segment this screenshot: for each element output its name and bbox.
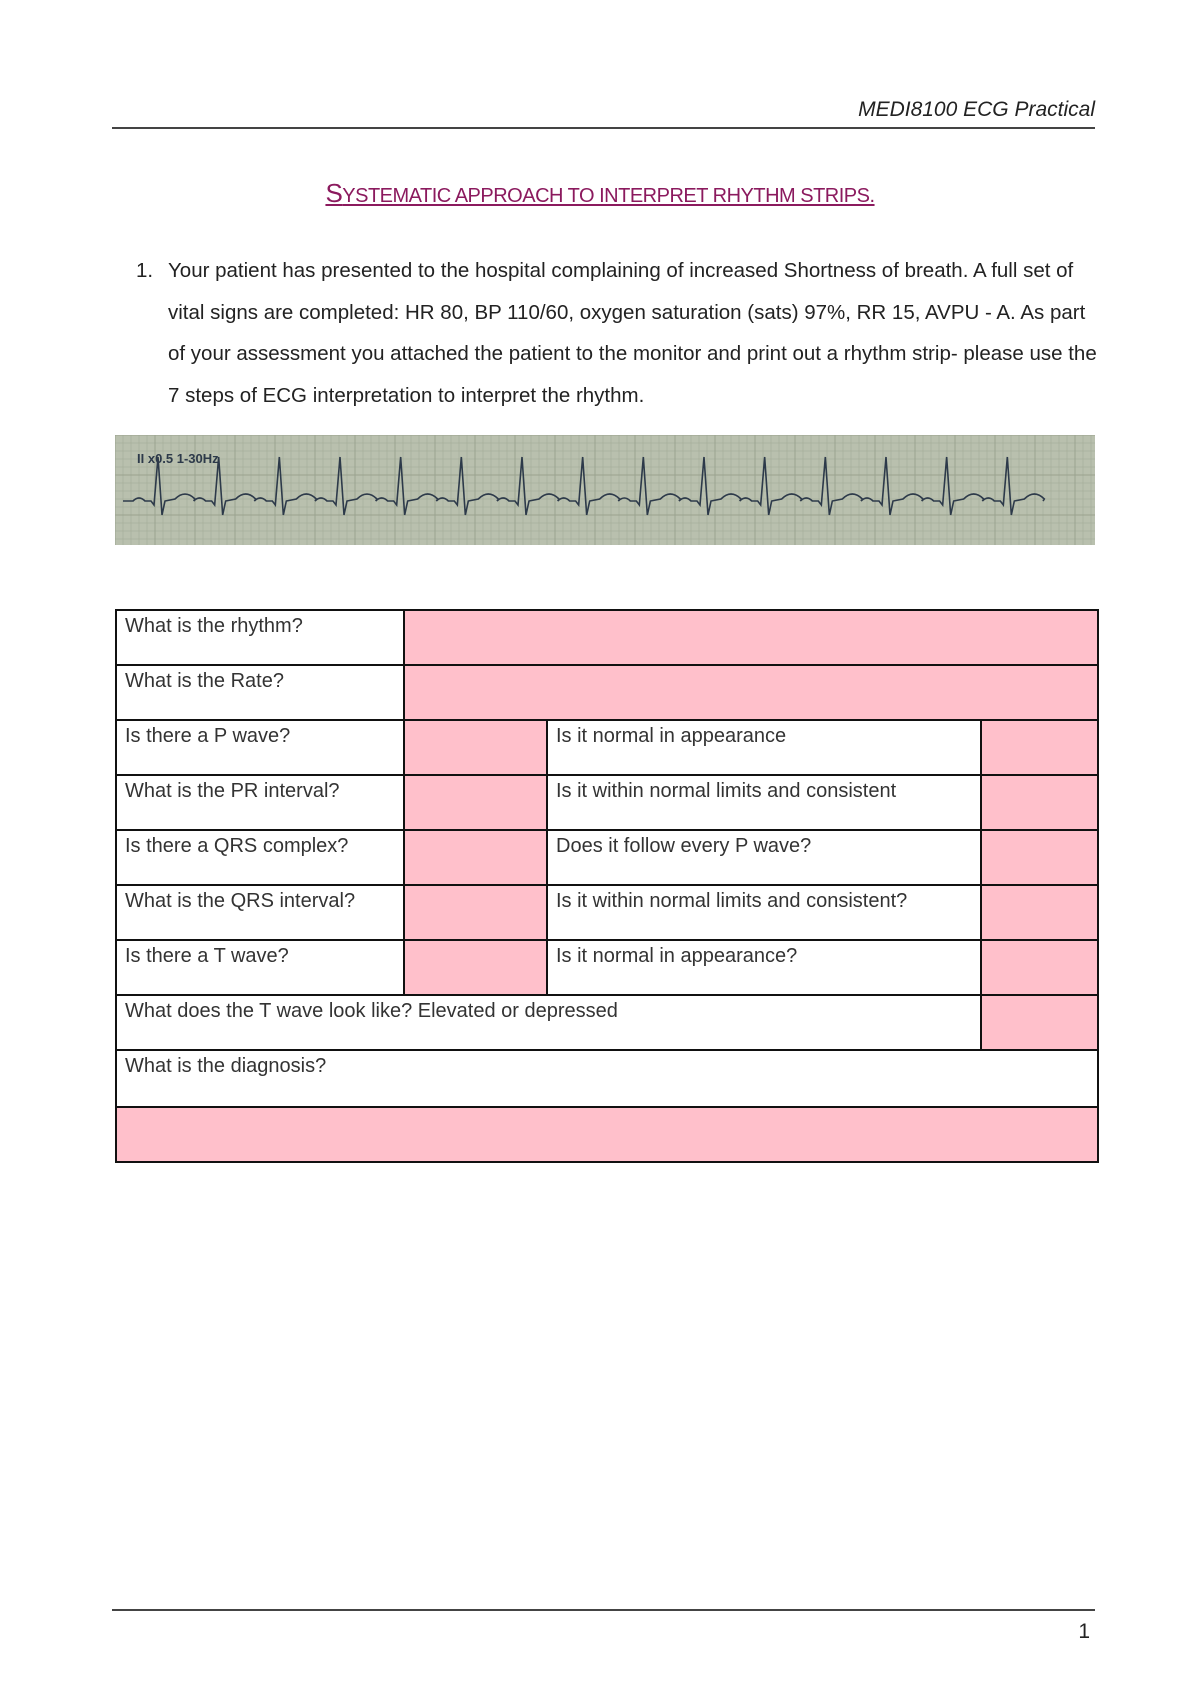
question-cell: What is the PR interval? xyxy=(116,775,404,830)
answer-field-rhythm[interactable] xyxy=(404,610,1098,665)
header-course: MEDI8100 ECG Practical xyxy=(858,98,1095,121)
answer-field[interactable] xyxy=(404,830,547,885)
question-number: 1. xyxy=(136,259,154,282)
table-row xyxy=(116,885,1098,940)
answer-field[interactable] xyxy=(981,940,1098,995)
answer-field[interactable] xyxy=(404,940,547,995)
question-cell: Is there a T wave? xyxy=(116,940,404,995)
question-cell: Is there a QRS complex? xyxy=(116,830,404,885)
question-cell: Is it within normal limits and consistent xyxy=(547,775,981,830)
question-cell: Is there a P wave? xyxy=(116,720,404,775)
table-row xyxy=(116,1107,1098,1162)
question-cell: What is the QRS interval? xyxy=(116,885,404,940)
question-cell: Does it follow every P wave? xyxy=(547,830,981,885)
question-cell: What is the rhythm? xyxy=(116,610,404,665)
table-row xyxy=(116,665,1098,720)
answer-field[interactable] xyxy=(404,720,547,775)
question-cell: Is it normal in appearance? xyxy=(547,940,981,995)
table-row xyxy=(116,995,1098,1050)
table-row xyxy=(116,775,1098,830)
answer-field-rate[interactable] xyxy=(404,665,1098,720)
page-number: 1 xyxy=(1078,1620,1090,1643)
page-title xyxy=(0,178,1200,209)
title-first-letter: S xyxy=(325,178,343,208)
answer-field[interactable] xyxy=(404,775,547,830)
answer-field[interactable] xyxy=(981,720,1098,775)
question-cell: What is the diagnosis? xyxy=(116,1050,1098,1107)
answer-field[interactable] xyxy=(981,830,1098,885)
header-rule xyxy=(112,127,1095,129)
interpretation-table xyxy=(115,609,1099,1163)
ecg-trace xyxy=(115,435,1095,545)
question-cell: What is the Rate? xyxy=(116,665,404,720)
table-row xyxy=(116,940,1098,995)
answer-field[interactable] xyxy=(404,885,547,940)
question-cell: What does the T wave look like? Elevated or depressed xyxy=(116,995,981,1050)
ecg-trace-line xyxy=(123,457,1044,515)
answer-field-t-wave[interactable] xyxy=(981,995,1098,1050)
question-cell: Is it normal in appearance xyxy=(547,720,981,775)
ecg-rhythm-strip-image xyxy=(115,435,1095,545)
footer-rule xyxy=(112,1609,1095,1611)
question-cell: Is it within normal limits and consistent? xyxy=(547,885,981,940)
title-rest: YSTEMATIC APPROACH TO INTERPRET RHYTHM STRIPS. xyxy=(342,185,875,207)
answer-field[interactable] xyxy=(981,885,1098,940)
table-row xyxy=(116,720,1098,775)
table-row xyxy=(116,1050,1098,1107)
table-row xyxy=(116,830,1098,885)
answer-field-diagnosis[interactable] xyxy=(116,1107,1098,1162)
answer-field[interactable] xyxy=(981,775,1098,830)
table-row xyxy=(116,610,1098,665)
question-text: Your patient has presented to the hospital complaining of increased Shortness of breath. A full set of vital signs are completed: HR 80, BP 110/60, oxygen saturation (sats) 97%, RR 15, AVPU - A. As part of your assessment you attached the patient to the monitor and print out a rhythm strip- please use the 7 steps of ECG interpretation to interpret the rhythm. xyxy=(168,259,1097,407)
ecg-strip-label: II x0.5 1-30Hz xyxy=(137,451,219,466)
